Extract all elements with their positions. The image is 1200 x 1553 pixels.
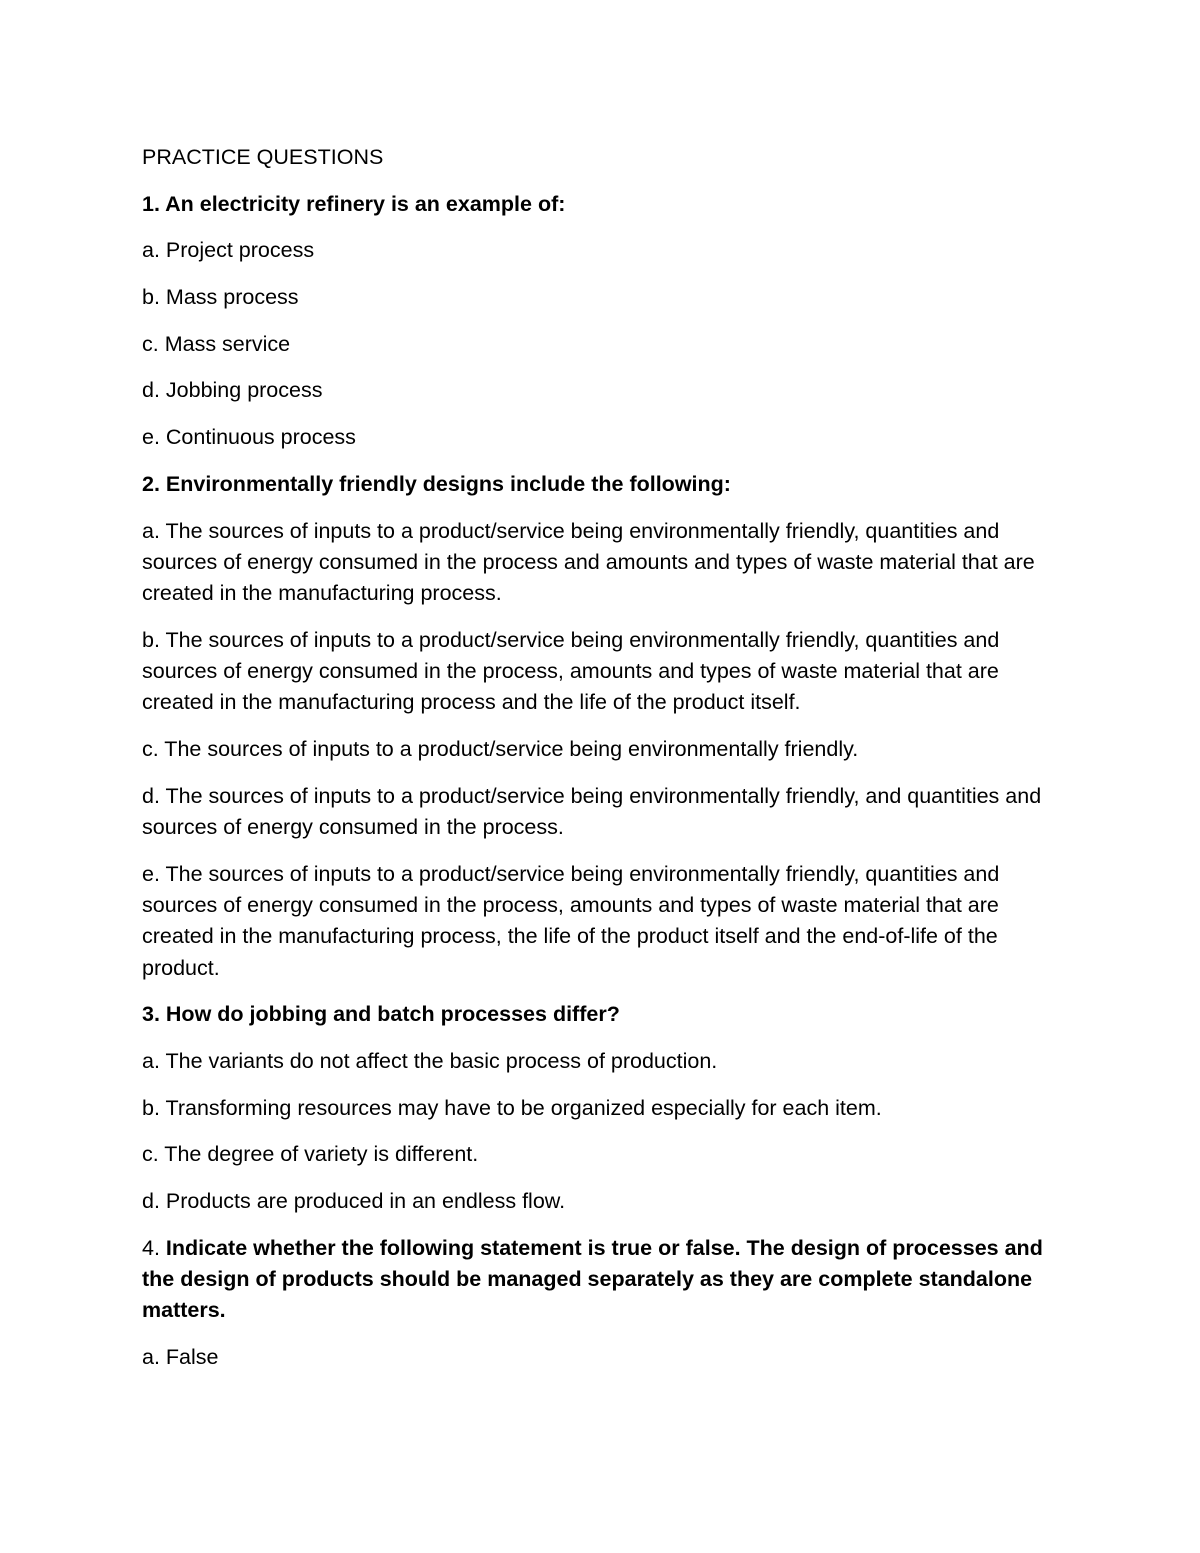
question-2-option-a: a. The sources of inputs to a product/service being environmentally friendly, quantities and sources of energy consumed in the process and amounts and types of waste material that are created in the manufacturing process. — [142, 518, 1035, 606]
question-2-option-b: b. The sources of inputs to a product/service being environmentally friendly, quantities and sources of energy consumed in the process, amounts and types of waste material that are created in the manufacturing process and the life of the product itself. — [142, 627, 1000, 715]
question-2-option-e: e. The sources of inputs to a product/service being environmentally friendly, quantities and sources of energy consumed in the process, amounts and types of waste material that are created in the manufacturing process, the life of the product itself and the end-of-life of the product. — [142, 861, 1000, 980]
document-page — [142, 142, 1052, 1389]
question-3-prompt: 3. How do jobbing and batch processes differ? — [142, 1002, 620, 1027]
question-1-option-a: a. Project process — [142, 238, 315, 263]
question-1-option-c: c. Mass service — [142, 331, 291, 356]
question-1-option-d: d. Jobbing process — [142, 378, 323, 403]
question-3-option-d: d. Products are produced in an endless flow. — [142, 1189, 566, 1214]
question-3-option-c: c. The degree of variety is different. — [142, 1142, 479, 1167]
question-3-option-b: b. Transforming resources may have to be organized especially for each item. — [142, 1095, 882, 1120]
question-2-prompt: 2. Environmentally friendly designs include the following: — [142, 471, 731, 496]
question-1-prompt: 1. An electricity refinery is an example of: — [142, 191, 566, 216]
question-1-option-e: e. Continuous process — [142, 425, 356, 450]
question-2-option-d: d. The sources of inputs to a product/service being environmentally friendly, and quantities and sources of energy consumed in the process. — [142, 783, 1042, 840]
question-4-prompt — [142, 1233, 1052, 1327]
question-4-text: Indicate whether the following statement is true or false. The design of processes and the design of products should be managed separately as they are complete standalone matters. — [142, 1235, 1043, 1323]
question-3-option-a: a. The variants do not affect the basic process of production. — [142, 1049, 718, 1073]
question-2-option-c: c. The sources of inputs to a product/service being environmentally friendly. — [142, 737, 859, 762]
question-4-option-a: a. False — [142, 1345, 219, 1370]
question-4-number: 4. — [142, 1235, 160, 1260]
question-1-option-b: b. Mass process — [142, 285, 299, 310]
page-title: PRACTICE QUESTIONS — [142, 145, 384, 169]
